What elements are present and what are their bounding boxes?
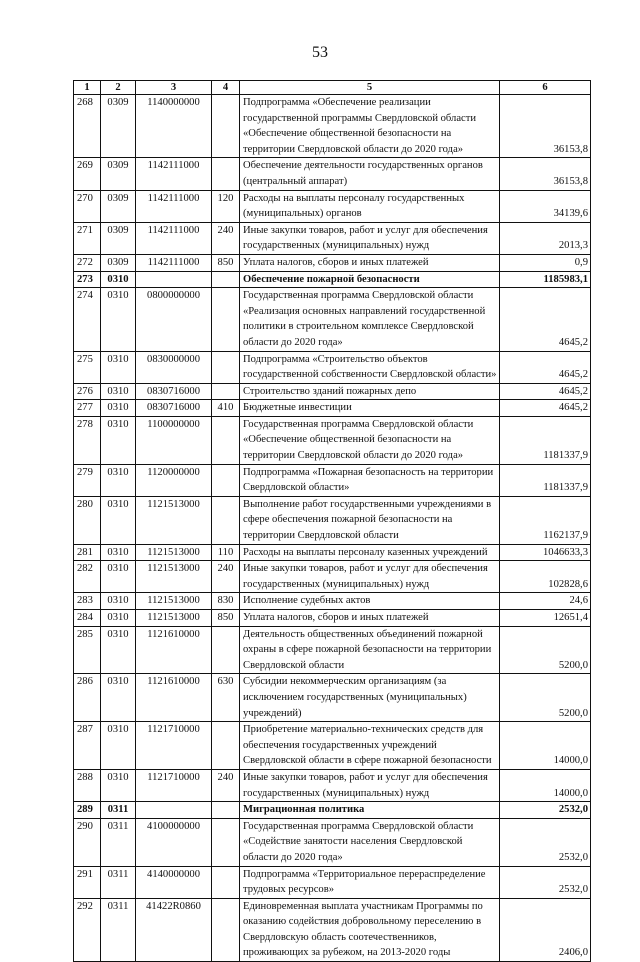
item-name xyxy=(240,561,500,593)
section-code: 0310 xyxy=(101,769,136,801)
amount: 14000,0 xyxy=(500,769,591,801)
section-code: 0309 xyxy=(101,222,136,254)
item-name-line: Исполнение судебных актов xyxy=(243,595,371,607)
expense-type-code: 120 xyxy=(212,190,240,222)
item-name-line: Расходы на выплаты персоналу государственных xyxy=(243,192,465,204)
amount: 34139,6 xyxy=(500,190,591,222)
item-name-line: государственной собственности Свердловской области» xyxy=(243,369,497,381)
expense-type-code xyxy=(212,898,240,961)
item-name-line: Свердловской области xyxy=(243,659,345,671)
item-name-line: «Обеспечение общественной безопасности на xyxy=(243,128,452,140)
item-name xyxy=(240,222,500,254)
expense-type-code: 110 xyxy=(212,544,240,561)
target-article-code: 1100000000 xyxy=(136,416,212,464)
item-name-line: Расходы на выплаты персоналу казенных учреждений xyxy=(243,546,488,558)
item-name-line: «Реализация основных направлений государственной xyxy=(243,305,486,317)
amount: 4645,2 xyxy=(500,400,591,417)
item-name-line: Уплата налогов, сборов и иных платежей xyxy=(243,256,429,268)
item-name xyxy=(240,158,500,190)
item-name-line: политики в строительном комплексе Свердловской xyxy=(243,321,474,333)
table-row xyxy=(74,400,591,417)
amount: 2406,0 xyxy=(500,898,591,961)
item-name xyxy=(240,95,500,158)
item-name-line: территории Свердловской области до 2020 года» xyxy=(243,450,464,462)
item-name-line: Приобретение материально-технических средств для xyxy=(243,724,484,736)
item-name xyxy=(240,254,500,271)
table-row xyxy=(74,898,591,961)
amount: 2532,0 xyxy=(500,818,591,866)
item-name-line: Подпрограмма «Пожарная безопасность на территории xyxy=(243,466,494,478)
section-code: 0309 xyxy=(101,254,136,271)
row-number: 283 xyxy=(74,593,101,610)
item-name xyxy=(240,351,500,383)
target-article-code: 1121610000 xyxy=(136,626,212,674)
item-name xyxy=(240,383,500,400)
table-row xyxy=(74,190,591,222)
section-code: 0309 xyxy=(101,95,136,158)
row-number: 273 xyxy=(74,271,101,288)
item-name-line: Выполнение работ государственными учреждениями в xyxy=(243,498,492,510)
target-article-code: 1121513000 xyxy=(136,544,212,561)
item-name-line: сфере обеспечения пожарной безопасности на xyxy=(243,514,453,526)
table-row xyxy=(74,383,591,400)
item-name-line: Подпрограмма «Территориальное перераспределение xyxy=(243,868,486,880)
item-name-line: Бюджетные инвестиции xyxy=(243,402,352,414)
item-name-line: Иные закупки товаров, работ и услуг для обеспечения xyxy=(243,224,488,236)
row-number: 281 xyxy=(74,544,101,561)
expense-type-code xyxy=(212,271,240,288)
item-name-line: области до 2020 года» xyxy=(243,851,343,863)
table-row xyxy=(74,818,591,866)
table-row xyxy=(74,351,591,383)
table-row xyxy=(74,496,591,544)
item-name-line: Свердловской области в сфере пожарной безопасности xyxy=(243,755,492,767)
expense-type-code xyxy=(212,496,240,544)
item-name-line: Деятельность общественных объединений пожарной xyxy=(243,628,483,640)
item-name-line: исключением государственных (муниципальных) xyxy=(243,691,467,703)
page-number: 53 xyxy=(312,44,328,61)
item-name-line: территории Свердловской области xyxy=(243,530,399,542)
item-name xyxy=(240,610,500,627)
item-name-line: Подпрограмма «Обеспечение реализации xyxy=(243,97,431,108)
item-name xyxy=(240,769,500,801)
row-number: 270 xyxy=(74,190,101,222)
table-row xyxy=(74,674,591,722)
section-code: 0310 xyxy=(101,288,136,351)
item-name-line: Иные закупки товаров, работ и услуг для обеспечения xyxy=(243,563,488,575)
amount: 36153,8 xyxy=(500,95,591,158)
table-row xyxy=(74,802,591,819)
table-row xyxy=(74,254,591,271)
table-row xyxy=(74,158,591,190)
expense-type-code xyxy=(212,802,240,819)
item-name-line: (центральный аппарат) xyxy=(243,175,348,187)
expense-type-code xyxy=(212,288,240,351)
header-row xyxy=(74,81,591,95)
table-row xyxy=(74,464,591,496)
amount: 5200,0 xyxy=(500,674,591,722)
item-name-line: государственных (муниципальных) нужд xyxy=(243,578,430,590)
item-name-line: Государственная программа Свердловской области xyxy=(243,290,474,302)
target-article-code: 0800000000 xyxy=(136,288,212,351)
target-article-code: 0830000000 xyxy=(136,351,212,383)
section-code: 0309 xyxy=(101,158,136,190)
expense-type-code xyxy=(212,158,240,190)
row-number: 290 xyxy=(74,818,101,866)
row-number: 276 xyxy=(74,383,101,400)
row-number: 287 xyxy=(74,722,101,770)
expense-type-code: 630 xyxy=(212,674,240,722)
expense-type-code xyxy=(212,626,240,674)
amount: 1181337,9 xyxy=(500,416,591,464)
section-code: 0310 xyxy=(101,544,136,561)
section-code: 0310 xyxy=(101,416,136,464)
item-name xyxy=(240,802,500,819)
section-code: 0310 xyxy=(101,593,136,610)
amount: 4645,2 xyxy=(500,383,591,400)
budget-table xyxy=(73,80,591,962)
expense-type-code: 830 xyxy=(212,593,240,610)
target-article-code: 1142111000 xyxy=(136,254,212,271)
target-article-code: 1140000000 xyxy=(136,95,212,158)
item-name xyxy=(240,544,500,561)
table-row xyxy=(74,222,591,254)
section-code: 0310 xyxy=(101,464,136,496)
row-number: 268 xyxy=(74,95,101,158)
item-name-line: оказанию содействия добровольному переселению в xyxy=(243,916,482,928)
section-code: 0310 xyxy=(101,626,136,674)
target-article-code: 1142111000 xyxy=(136,158,212,190)
section-code: 0310 xyxy=(101,351,136,383)
header-cell: 5 xyxy=(240,81,500,95)
amount: 0,9 xyxy=(500,254,591,271)
expense-type-code: 850 xyxy=(212,254,240,271)
item-name xyxy=(240,464,500,496)
item-name xyxy=(240,593,500,610)
item-name xyxy=(240,416,500,464)
target-article-code xyxy=(136,802,212,819)
target-article-code: 1121513000 xyxy=(136,561,212,593)
header-cell: 6 xyxy=(500,81,591,95)
item-name-line: Миграционная политика xyxy=(243,804,365,816)
item-name-line: Подпрограмма «Строительство объектов xyxy=(243,353,428,365)
item-name-line: охраны в сфере пожарной безопасности на территории xyxy=(243,644,492,656)
section-code: 0311 xyxy=(101,802,136,819)
row-number: 284 xyxy=(74,610,101,627)
table-row xyxy=(74,561,591,593)
item-name-line: (муниципальных) органов xyxy=(243,208,362,220)
item-name xyxy=(240,722,500,770)
section-code: 0310 xyxy=(101,271,136,288)
item-name-line: Свердловскую область соотечественников, xyxy=(243,931,437,943)
target-article-code: 0830716000 xyxy=(136,400,212,417)
target-article-code: 0830716000 xyxy=(136,383,212,400)
target-article-code: 1121513000 xyxy=(136,496,212,544)
table-row xyxy=(74,769,591,801)
amount: 1181337,9 xyxy=(500,464,591,496)
row-number: 288 xyxy=(74,769,101,801)
item-name-line: Единовременная выплата участникам Программы по xyxy=(243,900,483,912)
row-number: 275 xyxy=(74,351,101,383)
table-row xyxy=(74,416,591,464)
table-row xyxy=(74,544,591,561)
target-article-code: 4100000000 xyxy=(136,818,212,866)
table-row xyxy=(74,271,591,288)
section-code: 0310 xyxy=(101,400,136,417)
item-name-line: области до 2020 года» xyxy=(243,336,343,348)
header-cell: 2 xyxy=(101,81,136,95)
item-name-line: Свердловской области» xyxy=(243,482,350,494)
expense-type-code: 240 xyxy=(212,222,240,254)
header-cell: 1 xyxy=(74,81,101,95)
expense-type-code xyxy=(212,866,240,898)
target-article-code: 1120000000 xyxy=(136,464,212,496)
table-row xyxy=(74,95,591,158)
row-number: 278 xyxy=(74,416,101,464)
section-code: 0311 xyxy=(101,866,136,898)
target-article-code: 4140000000 xyxy=(136,866,212,898)
amount: 5200,0 xyxy=(500,626,591,674)
row-number: 277 xyxy=(74,400,101,417)
amount: 2532,0 xyxy=(500,866,591,898)
target-article-code: 1142111000 xyxy=(136,190,212,222)
item-name xyxy=(240,866,500,898)
header-cell: 4 xyxy=(212,81,240,95)
row-number: 282 xyxy=(74,561,101,593)
item-name-line: обеспечения государственных учреждений xyxy=(243,739,437,751)
item-name-line: Строительство зданий пожарных депо xyxy=(243,385,417,397)
item-name-line: территории Свердловской области до 2020 года» xyxy=(243,143,464,155)
item-name xyxy=(240,271,500,288)
section-code: 0310 xyxy=(101,496,136,544)
row-number: 269 xyxy=(74,158,101,190)
item-name xyxy=(240,898,500,961)
expense-type-code xyxy=(212,722,240,770)
item-name-line: «Обеспечение общественной безопасности на xyxy=(243,434,452,446)
expense-type-code xyxy=(212,464,240,496)
expense-type-code: 240 xyxy=(212,769,240,801)
item-name-line: проживающих за рубежом, на 2013-2020 годы xyxy=(243,947,451,959)
item-name-line: трудовых ресурсов» xyxy=(243,884,335,896)
target-article-code: 1121513000 xyxy=(136,610,212,627)
amount: 12651,4 xyxy=(500,610,591,627)
item-name-line: государственной программы Свердловской области xyxy=(243,112,477,124)
item-name-line: Иные закупки товаров, работ и услуг для обеспечения xyxy=(243,771,488,783)
amount: 2532,0 xyxy=(500,802,591,819)
amount: 1046633,3 xyxy=(500,544,591,561)
row-number: 271 xyxy=(74,222,101,254)
amount: 4645,2 xyxy=(500,351,591,383)
section-code: 0311 xyxy=(101,818,136,866)
section-code: 0309 xyxy=(101,190,136,222)
row-number: 280 xyxy=(74,496,101,544)
amount: 102828,6 xyxy=(500,561,591,593)
item-name-line: государственных (муниципальных) нужд xyxy=(243,787,430,799)
row-number: 279 xyxy=(74,464,101,496)
expense-type-code xyxy=(212,818,240,866)
table-row xyxy=(74,288,591,351)
item-name xyxy=(240,496,500,544)
item-name xyxy=(240,190,500,222)
section-code: 0310 xyxy=(101,674,136,722)
row-number: 272 xyxy=(74,254,101,271)
item-name-line: Уплата налогов, сборов и иных платежей xyxy=(243,612,429,623)
amount: 2013,3 xyxy=(500,222,591,254)
target-article-code: 1121610000 xyxy=(136,674,212,722)
section-code: 0310 xyxy=(101,561,136,593)
item-name-line: Государственная программа Свердловской области xyxy=(243,418,474,430)
amount: 1185983,1 xyxy=(500,271,591,288)
amount: 1162137,9 xyxy=(500,496,591,544)
target-article-code: 1121710000 xyxy=(136,769,212,801)
target-article-code: 1142111000 xyxy=(136,222,212,254)
section-code: 0311 xyxy=(101,898,136,961)
target-article-code: 1121710000 xyxy=(136,722,212,770)
target-article-code: 41422R0860 xyxy=(136,898,212,961)
row-number: 292 xyxy=(74,898,101,961)
item-name xyxy=(240,674,500,722)
expense-type-code xyxy=(212,95,240,158)
expense-type-code xyxy=(212,351,240,383)
section-code: 0310 xyxy=(101,722,136,770)
item-name xyxy=(240,400,500,417)
row-number: 274 xyxy=(74,288,101,351)
item-name-line: Обеспечение деятельности государственных органов xyxy=(243,160,483,172)
section-code: 0310 xyxy=(101,383,136,400)
expense-type-code: 410 xyxy=(212,400,240,417)
item-name-line: Обеспечение пожарной безопасности xyxy=(243,273,420,285)
item-name xyxy=(240,626,500,674)
table-row xyxy=(74,626,591,674)
table-body xyxy=(74,95,591,962)
amount: 14000,0 xyxy=(500,722,591,770)
expense-type-code xyxy=(212,383,240,400)
table-row xyxy=(74,866,591,898)
item-name xyxy=(240,818,500,866)
amount: 24,6 xyxy=(500,593,591,610)
amount: 4645,2 xyxy=(500,288,591,351)
row-number: 285 xyxy=(74,626,101,674)
item-name-line: «Содействие занятости населения Свердловской xyxy=(243,836,463,848)
expense-type-code: 850 xyxy=(212,610,240,627)
target-article-code xyxy=(136,271,212,288)
section-code: 0310 xyxy=(101,610,136,627)
header-cell: 3 xyxy=(136,81,212,95)
table-row xyxy=(74,593,591,610)
item-name xyxy=(240,288,500,351)
item-name-line: учреждений) xyxy=(243,707,302,719)
row-number: 291 xyxy=(74,866,101,898)
amount: 36153,8 xyxy=(500,158,591,190)
table-row xyxy=(74,610,591,627)
table-row xyxy=(74,722,591,770)
item-name-line: государственных (муниципальных) нужд xyxy=(243,240,430,252)
item-name-line: Государственная программа Свердловской области xyxy=(243,820,474,832)
row-number: 289 xyxy=(74,802,101,819)
expense-type-code: 240 xyxy=(212,561,240,593)
row-number: 286 xyxy=(74,674,101,722)
item-name-line: Субсидии некоммерческим организациям (за xyxy=(243,676,447,688)
target-article-code: 1121513000 xyxy=(136,593,212,610)
expense-type-code xyxy=(212,416,240,464)
